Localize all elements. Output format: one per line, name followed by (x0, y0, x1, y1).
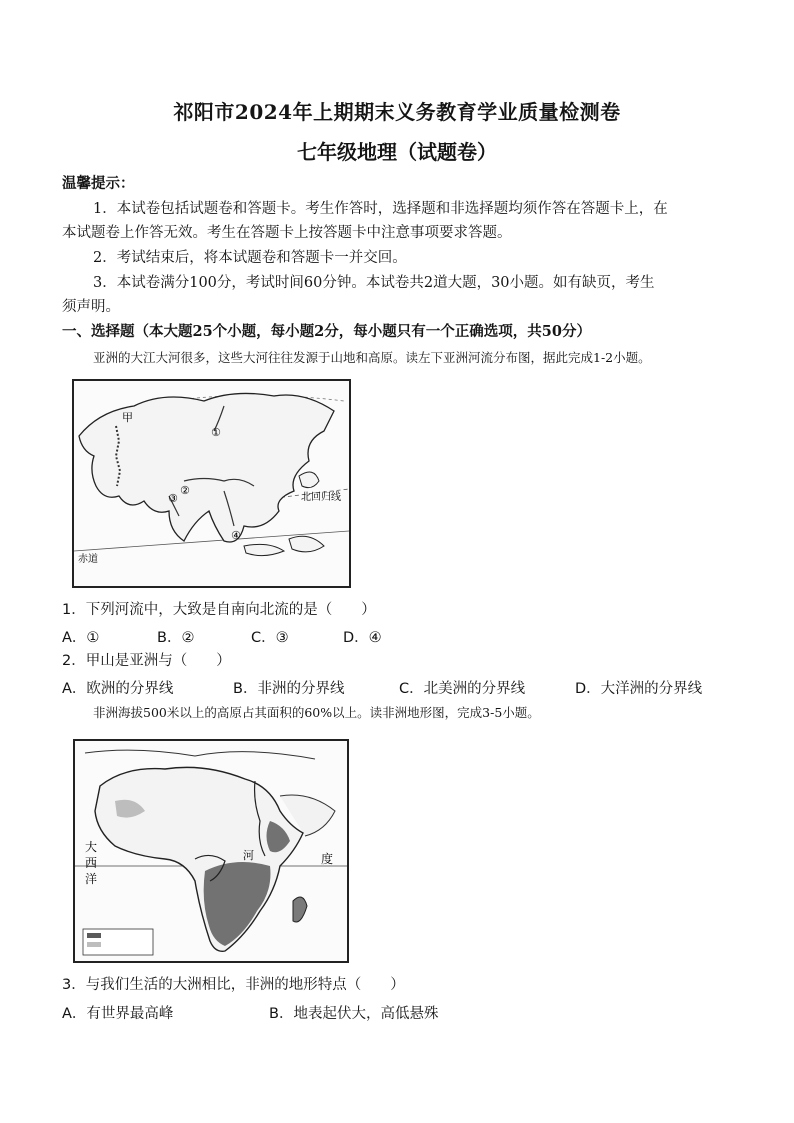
q2-option-d[interactable]: D．大洋洲的分界线 (575, 681, 703, 697)
label-equator: 赤道 (78, 554, 98, 565)
label-river-4: ④ (231, 529, 241, 542)
island-south (244, 544, 284, 555)
q2-stem: 2．甲山是亚洲与（ ） (62, 653, 231, 669)
japan-island (299, 472, 319, 488)
exam-title: 祁阳市2024年上期期末义务教育学业质量检测卷 (173, 100, 621, 124)
section-1-heading: 一、选择题（本大题25个小题，每小题2分，每小题只有一个正确选项，共50分） (62, 323, 591, 340)
label-he: 河 (243, 850, 254, 862)
intro-q1-2: 亚洲的大江大河很多，这些大河往往发源于山地和高原。读左下亚洲河流分布图，据此完成1-2小题。 (93, 350, 651, 365)
notice-item-2: 2．考试结束后，将本试题卷和答题卡一并交回。 (93, 250, 407, 266)
label-du: 度 (321, 852, 334, 866)
madagascar (293, 897, 307, 922)
legend-swatch-high (87, 933, 101, 938)
mediterranean-coast (85, 750, 315, 759)
intro-q3-5: 非洲海拔500米以上的高原占其面积的60%以上。读非洲地形图，完成3-5小题。 (93, 705, 540, 720)
asia-coastline (79, 393, 334, 542)
q2-option-b[interactable]: B．非洲的分界线 (233, 681, 345, 697)
label-jia: 甲 (122, 412, 133, 424)
q1-option-a[interactable]: A．① (62, 630, 100, 646)
asia-river-map (72, 379, 351, 588)
label-da: 大 (85, 840, 98, 854)
asia-river-map-drawing (74, 381, 349, 586)
q3-option-b[interactable]: B．地表起伏大，高低悬殊 (269, 1006, 439, 1022)
label-river-1: ① (211, 426, 221, 439)
notice-item-3-line-2: 须声明。 (62, 299, 120, 315)
label-river-3: ③ (168, 492, 178, 505)
q1-stem: 1．下列河流中，大致是自南向北流的是（ ） (62, 602, 376, 618)
q1-option-d[interactable]: D．④ (343, 630, 382, 646)
legend-swatch-low (87, 942, 101, 947)
notice-item-3-line-1: 3．本试卷满分100分，考试时间60分钟。本试卷共2道大题，30小题。如有缺页，考生 (93, 275, 655, 291)
label-xi: 西 (85, 856, 98, 870)
notice-item-1-line-1: 1．本试卷包括试题卷和答题卡。考生作答时，选择题和非选择题均须作答在答题卡上，在 (93, 201, 668, 217)
africa-coastline (95, 767, 303, 951)
notice-item-1-line-2: 本试题卷上作答无效。考生在答题卡上按答题卡中注意事项要求答题。 (62, 225, 512, 241)
africa-terrain-map-drawing (75, 741, 347, 961)
label-yang: 洋 (85, 872, 98, 886)
label-river-2: ② (180, 484, 190, 497)
island-southeast (289, 536, 324, 552)
q3-option-a[interactable]: A．有世界最高峰 (62, 1006, 174, 1022)
exam-subtitle: 七年级地理（试题卷） (297, 140, 497, 164)
q1-option-b[interactable]: B．② (157, 630, 195, 646)
africa-terrain-map (73, 739, 349, 963)
q2-option-a[interactable]: A．欧洲的分界线 (62, 681, 174, 697)
label-tropic: 北回归线 (301, 492, 341, 503)
notice-heading: 温馨提示： (62, 175, 135, 192)
q3-stem: 3．与我们生活的大洲相比，非洲的地形特点（ ） (62, 977, 405, 993)
q2-option-c[interactable]: C．北美洲的分界线 (399, 681, 526, 697)
southern-plateau (204, 862, 271, 946)
q1-option-c[interactable]: C．③ (251, 630, 289, 646)
